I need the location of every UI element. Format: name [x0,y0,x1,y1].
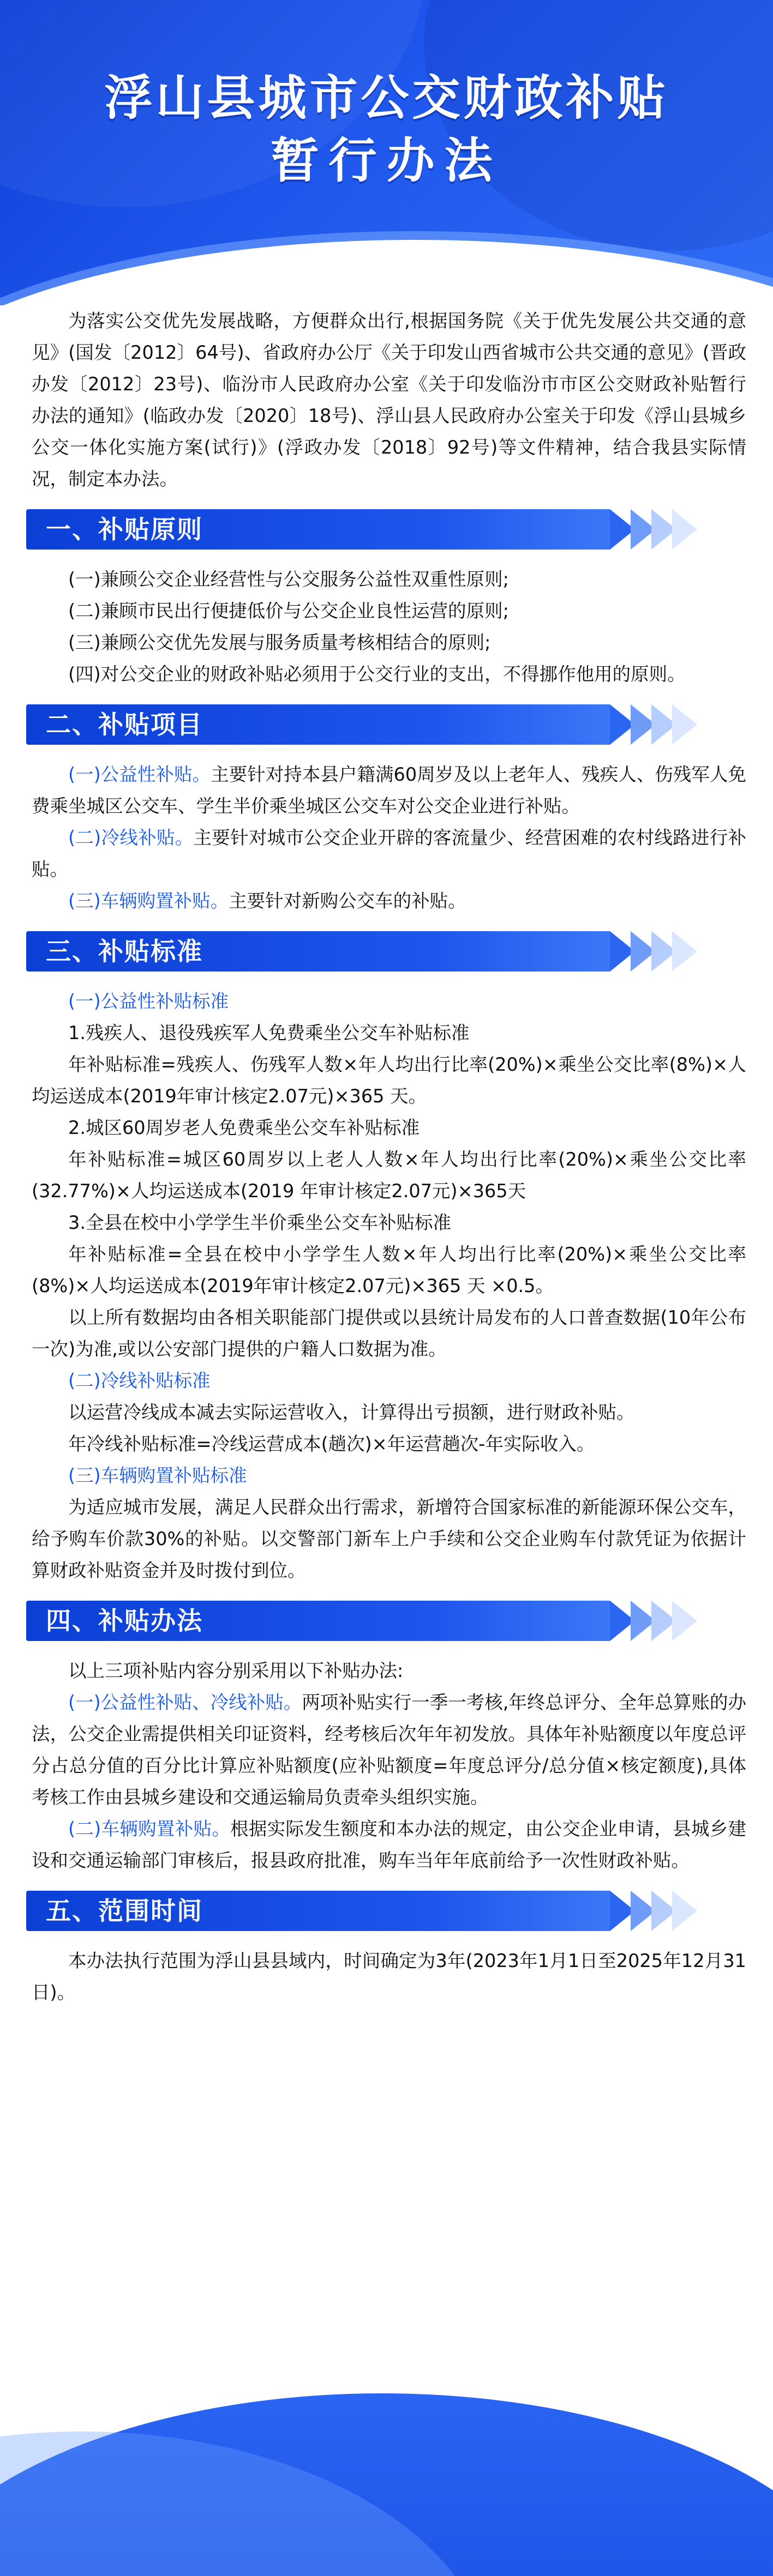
method-item-text: 根据实际发生额度和本办法的规定，由公交企业申请，县城乡建设和交通运输部门审核后，报县政府批准，购车当年年底前给予一次性财政补贴。 [32,1818,747,1871]
page-title-line2: 暂行办法 [271,132,502,189]
chevron-right-icon [672,509,697,550]
standard-formula: 年补贴标准=城区60周岁以上老人人数×年人均出行比率(20%)×乘坐公交比率(32.77%)×人均运送成本(2019 年审计核定2.07元)×365天 [32,1149,746,1202]
principle-item: (二)兼顾市民出行便捷低价与公交企业良性运营的原则; [68,600,509,622]
section-title: 二、补贴项目 [46,710,203,739]
method-intro: 以上三项补贴内容分别采用以下补贴办法: [68,1660,404,1681]
subsidy-item [32,822,746,885]
standard-line: 3.全县在校中小学学生半价乘坐公交车补贴标准 [68,1212,451,1233]
subsidy-item-label: (三)车辆购置补贴。 [68,890,229,912]
method-item [32,1813,746,1877]
principle-item: (四)对公交企业的财政补贴必须用于公交行业的支出，不得挪作他用的原则。 [68,663,686,685]
method-item-label: (一)公益性补贴、冷线补贴。 [68,1692,302,1713]
subsidy-item [32,759,746,822]
standard-line: 2.城区60周岁老人免费乘坐公交车补贴标准 [68,1117,420,1138]
subsidy-item-text: 主要针对新购公交车的补贴。 [229,890,466,912]
principle-item: (一)兼顾公交企业经营性与公交服务公益性双重性原则; [68,569,509,590]
section-header-principles [32,509,746,550]
standard-formula: 年补贴标准=残疾人、伤残军人数×年人均出行比率(20%)×乘坐公交比率(8%)×人均运送成本(2019年审计核定2.07元)×365 天。 [32,1054,746,1107]
chevron-right-icon [672,1891,697,1931]
chevron-right-icon [672,1601,697,1641]
subsidy-item-label: (二)冷线补贴。 [68,827,194,848]
standard-note: 以上所有数据均由各相关职能部门提供或以县统计局发布的人口普查数据(10年公布一次)为准,或以公安部门提供的户籍人口数据为准。 [32,1307,746,1360]
subsidy-item [32,885,746,917]
section-header-items [32,704,746,745]
scope-paragraph: 本办法执行范围为浮山县县域内，时间确定为3年(2023年1月1日至2025年12月31日)。 [32,1950,746,2003]
subsidy-item-text: 主要针对城市公交企业开辟的客流量少、经营困难的农村线路进行补贴。 [32,827,747,880]
subsidy-item-text: 主要针对持本县户籍满60周岁及以上老年人、残疾人、伤残军人免费乘坐城区公交车、学生半价乘坐城区公交车对公交企业进行补贴。 [32,764,746,817]
standard-subtitle: (二)冷线补贴标准 [68,1370,211,1391]
section-title: 三、补贴标准 [46,937,203,966]
method-item [32,1687,746,1813]
footer-wave [0,2361,773,2576]
standard-line: 1.残疾人、退役残疾军人免费乘坐公交车补贴标准 [68,1022,470,1043]
chevron-right-icon [672,931,697,972]
document-body [32,305,746,2008]
principle-item: (三)兼顾公交优先发展与服务质量考核相结合的原则; [68,632,491,653]
intro-paragraph: 为落实公交优先发展战略，方便群众出行,根据国务院《关于优先发展公共交通的意见》(国发〔2012〕64号)、省政府办公厅《关于印发山西省城市公共交通的意见》(晋政办发〔2012〕23号)、临汾市人民政府办公室《关于印发临汾市市区公交财政补贴暂行办法的通知》(临政办发〔2020〕18号)、浮山县人民政府办公室关于印发《浮山县城乡公交一体化实施方案(试行)》(浮政办发〔2018〕92号)等文件精神，结合我县实际情况，制定本办法。 [32,310,746,490]
section-header-methods [32,1601,746,1641]
header-banner [0,0,773,305]
section-header-standards [32,931,746,972]
section-header-scope [32,1891,746,1931]
subsidy-item-label: (一)公益性补贴。 [68,764,211,785]
standard-formula: 年冷线补贴标准=冷线运营成本(趟次)×年运营趟次-年实际收入。 [68,1433,595,1455]
page-title-line1: 浮山县城市公交财政补贴 [104,70,669,126]
chevron-right-icon [672,704,697,745]
standard-formula: 年补贴标准=全县在校中小学学生人数×年人均出行比率(20%)×乘坐公交比率(8%)×人均运送成本(2019年审计核定2.07元)×365 天 ×0.5。 [32,1244,746,1296]
standard-subtitle: (一)公益性补贴标准 [68,991,229,1012]
standard-line: 为适应城市发展，满足人民群众出行需求，新增符合国家标准的新能源环保公交车，给予购车价款30%的补贴。以交警部门新车上户手续和公交企业购车付款凭证为依据计算财政补贴资金并及时拨付到位。 [32,1497,746,1581]
section-title: 一、补贴原则 [46,515,203,544]
section-title: 五、范围时间 [46,1896,203,1926]
method-item-text: 两项补贴实行一季一考核,年终总评分、全年总算账的办法，公交企业需提供相关印证资料，经考核后次年年初发放。具体年补贴额度以年度总评分占总分值的百分比计算应补贴额度(应补贴额度=年度总评分/总分值×核定额度),具体考核工作由县城乡建设和交通运输局负责牵头组织实施。 [32,1692,746,1808]
section-title: 四、补贴办法 [46,1606,203,1636]
method-item-label: (二)车辆购置补贴。 [68,1818,231,1839]
standard-subtitle: (三)车辆购置补贴标准 [68,1465,247,1486]
standard-line: 以运营冷线成本减去实际运营收入，计算得出亏损额，进行财政补贴。 [68,1402,635,1423]
